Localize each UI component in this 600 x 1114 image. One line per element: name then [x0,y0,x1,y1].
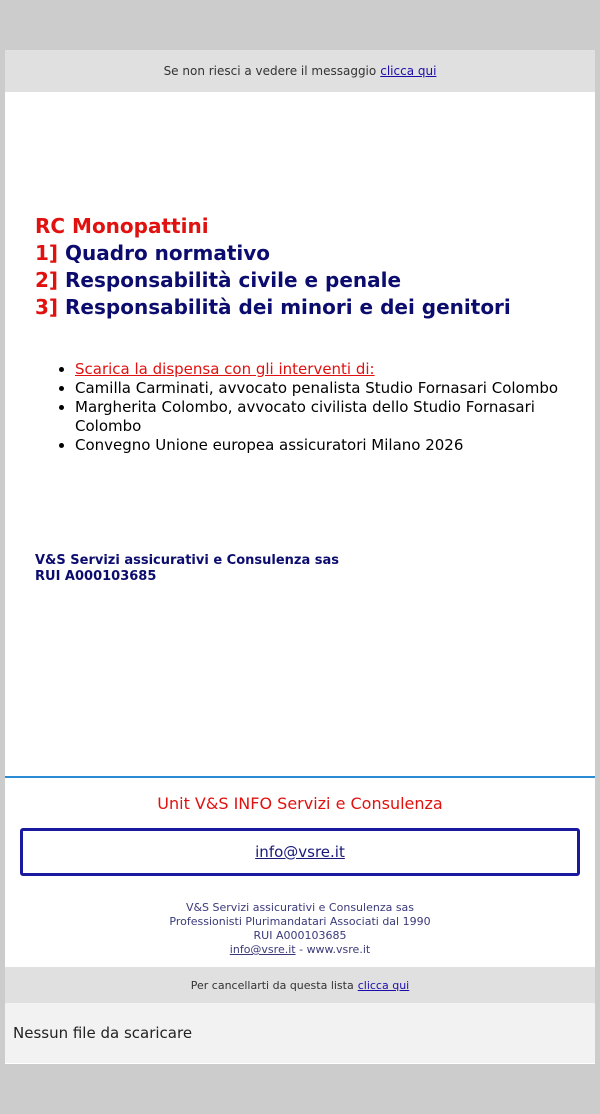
unsubscribe-bar [5,967,595,1003]
list-item: • Margherita Colombo, avvocato civilista dello Studio Fornasari Colombo [75,398,580,436]
no-files-text: Nessun file da scaricare [13,1024,193,1042]
headline-item-number: 3] [35,295,59,319]
footer-rui: RUI A000103685 [253,929,347,942]
view-online-link[interactable]: clicca qui [380,64,437,78]
footer-email-link[interactable]: info@vsre.it [229,943,296,956]
footer-title: Unit V&S INFO Servizi e Consulenza [157,793,443,813]
headline-item-number: 1] [35,241,59,265]
headline-item-text: Responsabilità civile e penale [65,268,402,292]
footer-company-name: V&S Servizi assicurativi e Consulenza sas [185,901,415,914]
company-signature [35,553,339,585]
view-online-text: Se non riesci a vedere il messaggio [163,64,377,78]
headline-item-2 [35,267,511,294]
email-body [5,92,595,776]
email-contact-button[interactable] [20,828,580,876]
footer-website: www.vsre.it [306,943,371,956]
view-online-bar [5,50,595,92]
headline-item-text: Responsabilità dei minori e dei genitori [65,295,511,319]
headline-item-text: Quadro normativo [65,241,271,265]
list-item [75,360,580,379]
footer-tagline: Professionisti Plurimandatari Associati dal 1990 [169,915,431,928]
headline-item-1 [35,240,511,267]
footer-info [5,876,595,967]
footer-separator: - [295,943,307,956]
download-handout-link[interactable]: Scarica la dispensa con gli interventi di: [75,360,375,378]
headline [35,213,511,321]
footer-contacts [5,943,595,957]
speakers-list [35,360,580,455]
attachments-panel [5,1003,595,1063]
list-item: • Convegno Unione europea assicuratori Milano 2026 [75,436,580,455]
company-rui: RUI A000103685 [35,569,157,584]
email-button-label: info@vsre.it [255,843,345,861]
unsubscribe-link[interactable]: clicca qui [357,978,410,992]
headline-title: RC Monopattini [35,214,209,238]
unsubscribe-text: Per cancellarti da questa lista [190,978,354,992]
email-frame [5,50,595,1064]
headline-item-number: 2] [35,268,59,292]
list-item: • Camilla Carminati, avvocato penalista Studio Fornasari Colombo [75,379,580,398]
headline-item-3 [35,294,511,321]
company-name: V&S Servizi assicurativi e Consulenza sas [35,553,340,568]
